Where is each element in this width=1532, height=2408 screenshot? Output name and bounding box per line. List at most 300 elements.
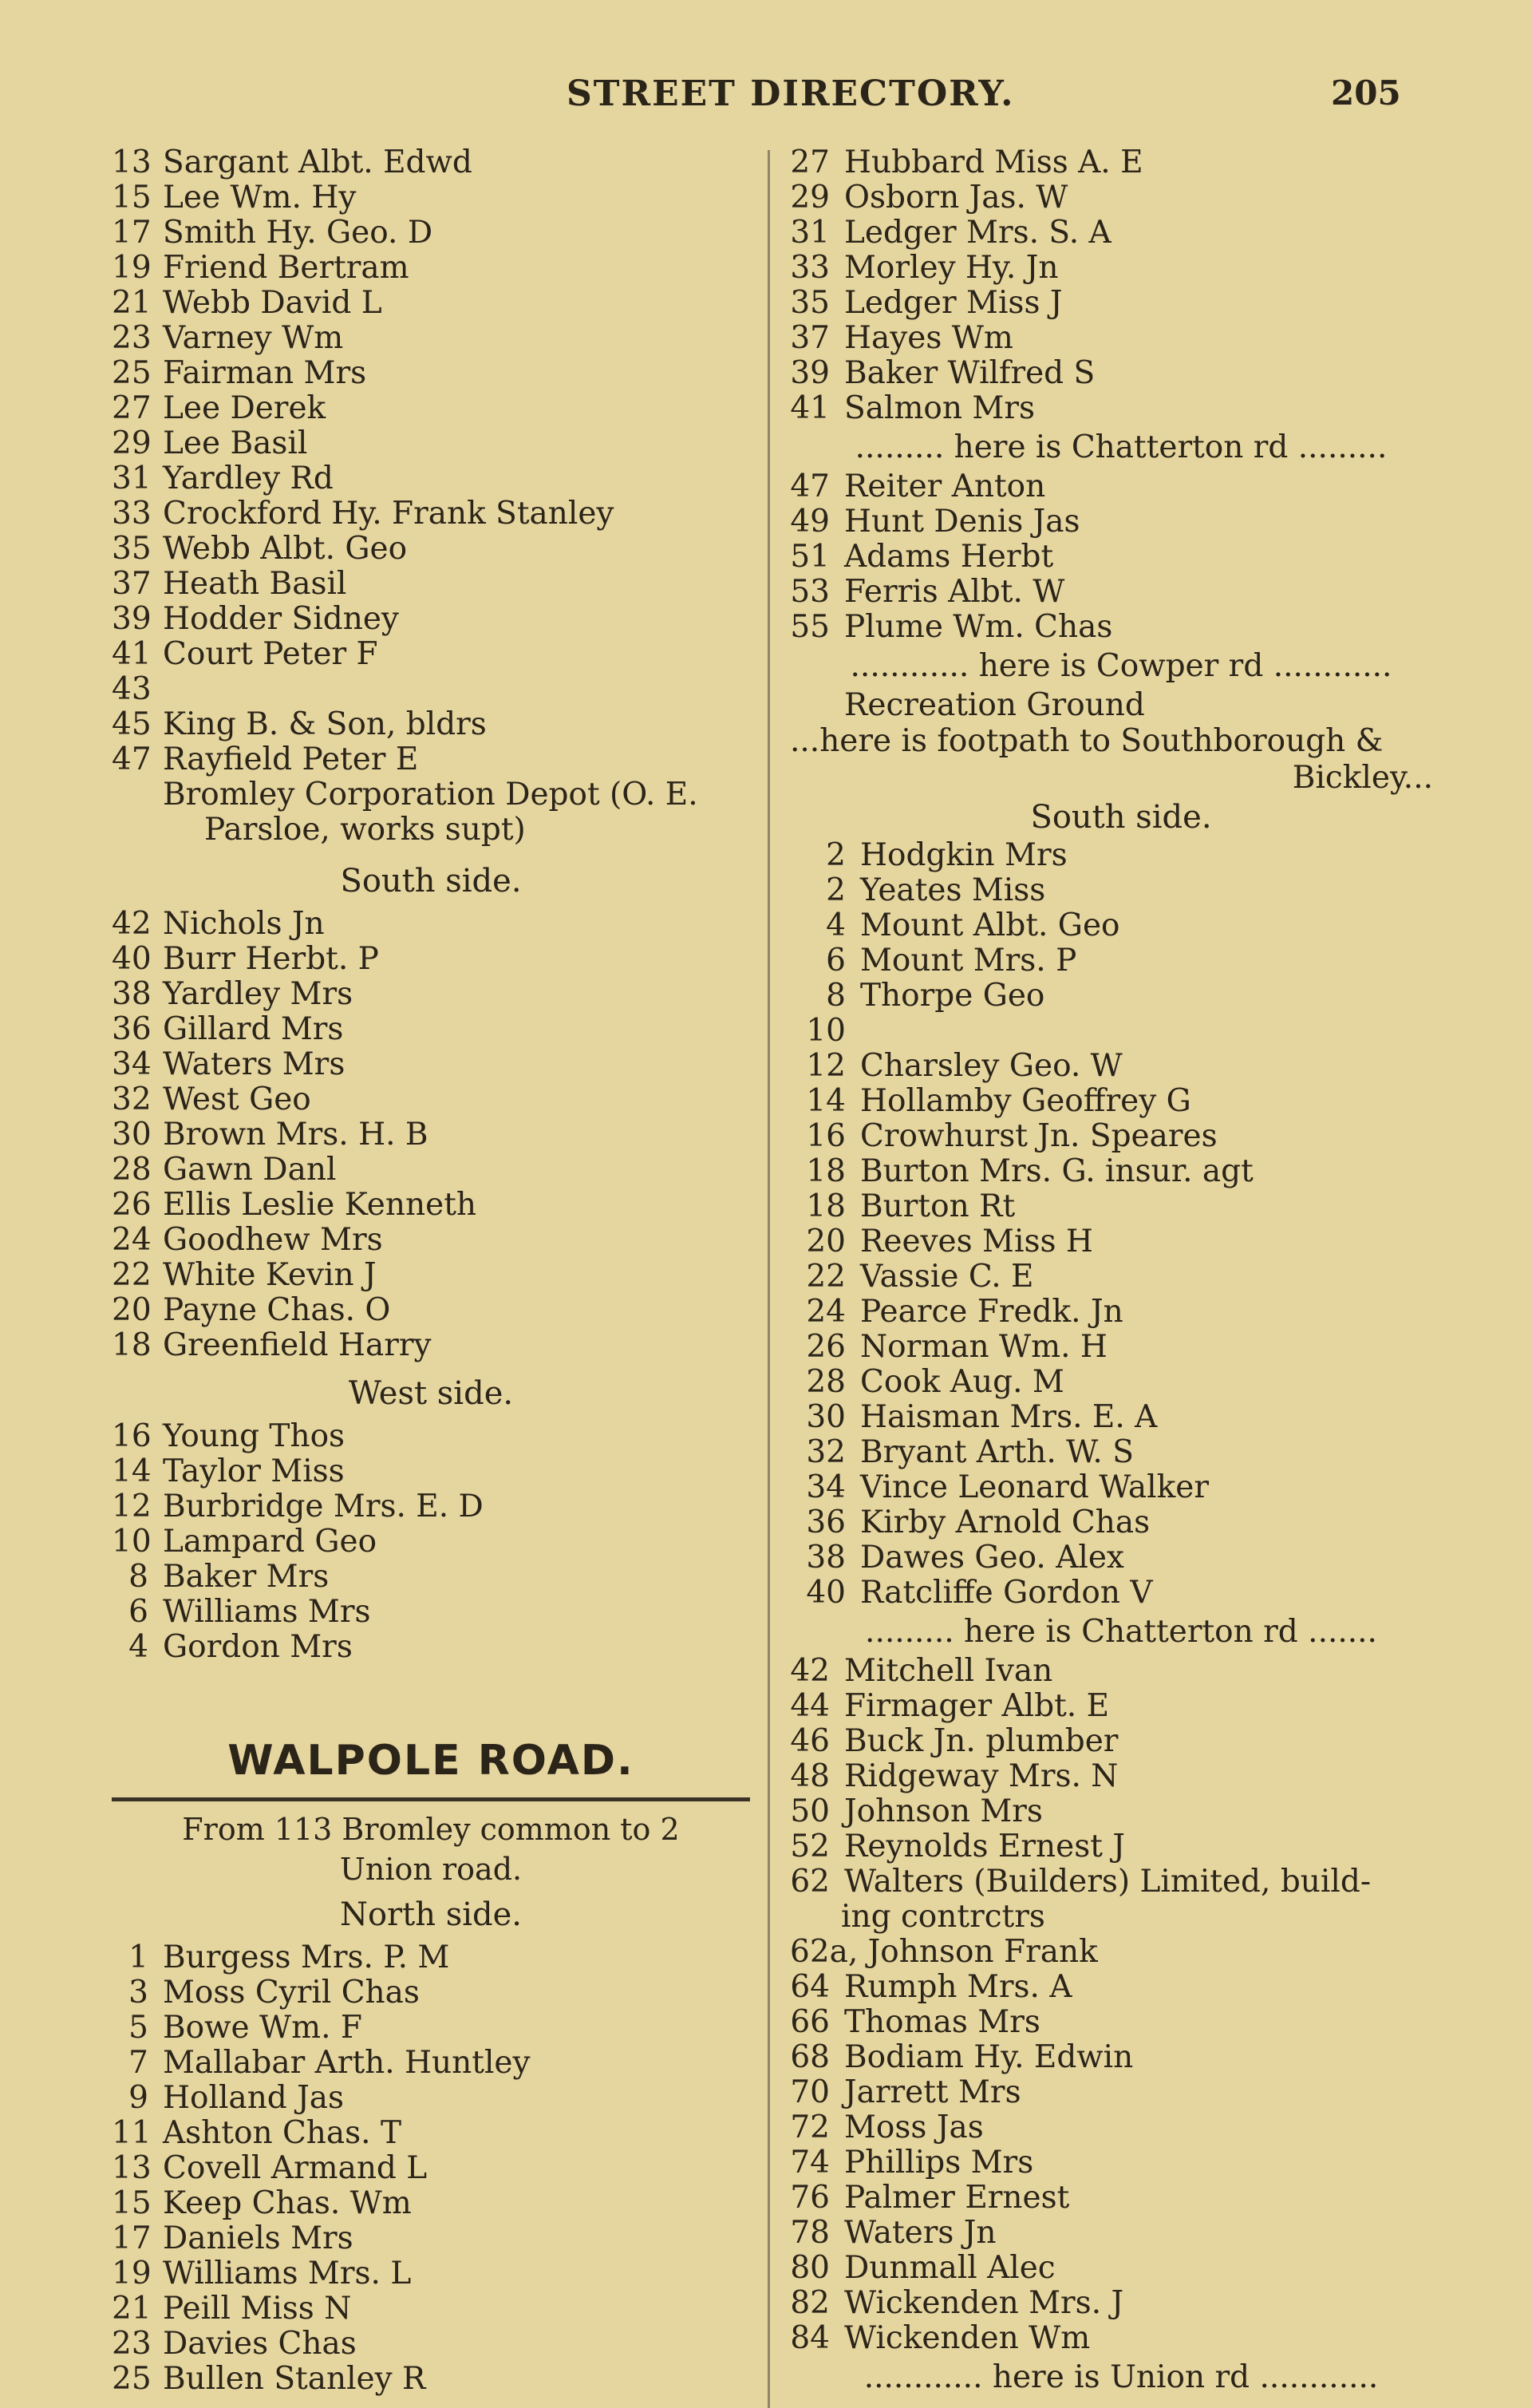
list-item bbox=[112, 2011, 750, 2046]
resident-name: Ledger Miss J bbox=[844, 285, 1063, 321]
street-description-line: Union road. bbox=[339, 1852, 523, 1887]
house-number: 23 bbox=[112, 320, 152, 356]
list-item bbox=[112, 496, 750, 532]
resident-name: Burton Mrs. G. insur. agt bbox=[860, 1153, 1254, 1189]
house-number: 4 bbox=[128, 1629, 148, 1665]
resident-name: Williams Mrs. L bbox=[163, 2256, 412, 2291]
house-number: 12 bbox=[806, 1048, 846, 1084]
resident-name: Webb Albt. Geo bbox=[163, 531, 408, 567]
list-item bbox=[790, 610, 1452, 645]
list-item bbox=[112, 1153, 750, 1188]
house-number: 24 bbox=[112, 1222, 152, 1258]
section-heading-west: West side. bbox=[348, 1375, 514, 1412]
resident-name: Firmager Albt. E bbox=[844, 1688, 1110, 1724]
house-number: 52 bbox=[790, 1829, 830, 1864]
resident-name: Johnson Mrs bbox=[844, 1793, 1043, 1829]
resident-name: Varney Wm bbox=[163, 320, 344, 356]
house-number: 43 bbox=[112, 671, 152, 707]
list-item bbox=[112, 2046, 750, 2081]
list-item bbox=[112, 1489, 750, 1524]
house-number: 26 bbox=[806, 1329, 846, 1365]
list-item bbox=[112, 1630, 750, 1665]
resident-name: Reeves Miss H bbox=[860, 1224, 1093, 1259]
resident-name: Bryant Arth. W. S bbox=[860, 1434, 1134, 1470]
list-item bbox=[790, 1540, 1452, 1576]
cross-street-notice: ......... here is Chatterton rd ....... bbox=[865, 1614, 1377, 1650]
resident-name: Cook Aug. M bbox=[860, 1364, 1064, 1400]
list-item bbox=[790, 1576, 1452, 1611]
house-number: 8 bbox=[128, 1559, 148, 1595]
resident-name: Davies Chas bbox=[163, 2326, 357, 2362]
street-description bbox=[112, 1809, 750, 1889]
list-item bbox=[112, 426, 750, 461]
resident-name: Sargant Albt. Edwd bbox=[163, 144, 472, 180]
house-number: 23 bbox=[112, 2326, 152, 2362]
list-item bbox=[790, 1400, 1452, 1435]
list-item bbox=[790, 1084, 1452, 1119]
list-item bbox=[790, 1014, 1452, 1049]
list-item bbox=[790, 286, 1452, 321]
resident-name: Reynolds Ernest J bbox=[844, 1829, 1125, 1864]
list-item bbox=[790, 908, 1452, 943]
list-item bbox=[790, 391, 1452, 426]
resident-name: Vassie C. E bbox=[860, 1259, 1034, 1295]
house-number: 48 bbox=[790, 1758, 830, 1794]
house-number: 41 bbox=[112, 636, 152, 672]
right-lower-list bbox=[790, 1654, 1452, 1900]
list-item bbox=[790, 2181, 1452, 2216]
house-number: 9 bbox=[128, 2080, 148, 2116]
list-item bbox=[112, 2151, 750, 2186]
list-item bbox=[790, 251, 1452, 286]
house-number: 11 bbox=[112, 2115, 152, 2151]
resident-name: Ashton Chas. T bbox=[163, 2115, 401, 2151]
resident-name: Keep Chas. Wm bbox=[163, 2185, 412, 2221]
list-item bbox=[112, 1223, 750, 1258]
house-number: 35 bbox=[790, 285, 830, 321]
resident-name: Taylor Miss bbox=[163, 1453, 345, 1489]
resident-name: Haisman Mrs. E. A bbox=[860, 1399, 1158, 1435]
house-number: 45 bbox=[112, 706, 152, 742]
house-number: 13 bbox=[112, 2150, 152, 2186]
house-number: 18 bbox=[806, 1153, 846, 1189]
house-number: 46 bbox=[790, 1723, 830, 1759]
house-number: 33 bbox=[112, 496, 152, 532]
house-number: 30 bbox=[112, 1117, 152, 1153]
left-south-list bbox=[112, 907, 750, 1363]
resident-name: Williams Mrs bbox=[163, 1594, 371, 1630]
resident-name: Lampard Geo bbox=[163, 1524, 377, 1560]
list-item bbox=[112, 2081, 750, 2116]
resident-name: Buck Jn. plumber bbox=[844, 1723, 1119, 1759]
house-number: 3 bbox=[128, 1975, 148, 2011]
resident-name: Jarrett Mrs bbox=[844, 2074, 1021, 2110]
house-number: 10 bbox=[806, 1013, 846, 1049]
resident-name: Palmer Ernest bbox=[844, 2180, 1070, 2216]
resident-name: Plume Wm. Chas bbox=[844, 609, 1113, 645]
resident-name: Hayes Wm bbox=[844, 320, 1013, 356]
resident-name: Wickenden Mrs. J bbox=[844, 2285, 1124, 2321]
list-item bbox=[790, 145, 1452, 180]
resident-name: Kirby Arnold Chas bbox=[860, 1505, 1151, 1540]
resident-name: Baker Mrs bbox=[163, 1559, 330, 1595]
house-number: 37 bbox=[112, 566, 152, 602]
list-item bbox=[112, 251, 750, 286]
house-number: 6 bbox=[826, 943, 846, 979]
house-number: 10 bbox=[112, 1524, 152, 1560]
resident-name: West Geo bbox=[163, 1081, 311, 1117]
resident-name: Dawes Geo. Alex bbox=[860, 1540, 1124, 1576]
list-item bbox=[112, 532, 750, 567]
resident-name: Rayfield Peter E bbox=[163, 741, 419, 777]
resident-name: Hunt Denis Jas bbox=[844, 504, 1080, 540]
list-item bbox=[790, 2075, 1452, 2110]
house-number: 28 bbox=[806, 1364, 846, 1400]
depot-entry: Bromley Corporation Depot (O. E. bbox=[163, 777, 698, 813]
resident-name: Burton Rt bbox=[860, 1188, 1016, 1224]
resident-name: Waters Mrs bbox=[163, 1046, 345, 1082]
house-number: 17 bbox=[112, 2220, 152, 2256]
recreation-ground bbox=[790, 688, 1452, 723]
house-number: 27 bbox=[790, 144, 830, 180]
list-item bbox=[112, 1012, 750, 1047]
resident-name: Fairman Mrs bbox=[163, 355, 367, 391]
house-number: 13 bbox=[112, 144, 152, 180]
list-item bbox=[112, 742, 750, 777]
resident-name: Moss Jas bbox=[844, 2109, 984, 2145]
list-item bbox=[112, 1047, 750, 1082]
house-number: 35 bbox=[112, 531, 152, 567]
house-number: 82 bbox=[790, 2285, 830, 2321]
house-number: 19 bbox=[112, 250, 152, 286]
list-item bbox=[112, 1328, 750, 1363]
resident-name: Moss Cyril Chas bbox=[163, 1975, 420, 2011]
house-number: 22 bbox=[112, 1257, 152, 1293]
resident-name: Gillard Mrs bbox=[163, 1011, 344, 1047]
house-number: 1 bbox=[128, 1939, 148, 1975]
house-number: 29 bbox=[790, 180, 830, 215]
resident-name: Yardley Mrs bbox=[163, 976, 353, 1012]
list-item bbox=[790, 943, 1452, 979]
entry-name: 62a, Johnson Frank bbox=[790, 1934, 1098, 1970]
house-number: 72 bbox=[790, 2109, 830, 2145]
house-number: 36 bbox=[806, 1505, 846, 1540]
list-item bbox=[790, 504, 1452, 540]
depot-entry-continued: Parsloe, works supt) bbox=[204, 812, 526, 848]
resident-name: Ferris Albt. W bbox=[844, 574, 1065, 610]
resident-name: Hubbard Miss A. E bbox=[844, 144, 1143, 180]
house-number: 20 bbox=[112, 1292, 152, 1328]
resident-name: Thorpe Geo bbox=[860, 978, 1045, 1014]
house-number: 42 bbox=[112, 906, 152, 942]
list-item bbox=[790, 356, 1452, 391]
list-item bbox=[790, 575, 1452, 610]
resident-name: Payne Chas. O bbox=[163, 1292, 391, 1328]
list-item bbox=[112, 602, 750, 637]
resident-name: Ratcliffe Gordon V bbox=[860, 1575, 1153, 1611]
list-item bbox=[112, 1524, 750, 1560]
resident-name: Reiter Anton bbox=[844, 469, 1046, 504]
house-number: 39 bbox=[112, 601, 152, 637]
list-item bbox=[790, 1189, 1452, 1224]
resident-name: Court Peter F bbox=[163, 636, 378, 672]
resident-name: Gawn Danl bbox=[163, 1152, 337, 1188]
house-number: 26 bbox=[112, 1187, 152, 1223]
list-item bbox=[790, 838, 1452, 873]
house-number: 78 bbox=[790, 2215, 830, 2251]
list-item bbox=[112, 1975, 750, 2011]
section-heading-south: South side. bbox=[1030, 799, 1212, 836]
resident-name: Nichols Jn bbox=[163, 906, 325, 942]
list-item bbox=[790, 2005, 1452, 2040]
house-number: 29 bbox=[112, 425, 152, 461]
house-number: 53 bbox=[790, 574, 830, 610]
house-number: 7 bbox=[128, 2045, 148, 2081]
resident-name: Osborn Jas. W bbox=[844, 180, 1068, 215]
list-item bbox=[790, 2110, 1452, 2145]
list-item bbox=[112, 145, 750, 180]
list-item bbox=[790, 469, 1452, 504]
resident-name: Young Thos bbox=[163, 1418, 345, 1454]
cross-street-notice: ......... here is Chatterton rd ......... bbox=[855, 429, 1388, 465]
left-column bbox=[112, 145, 750, 2397]
resident-name: Charsley Geo. W bbox=[860, 1048, 1123, 1084]
resident-name: Webb David L bbox=[163, 285, 382, 321]
resident-name: Baker Wilfred S bbox=[844, 355, 1096, 391]
list-item bbox=[790, 1724, 1452, 1759]
street-rule bbox=[112, 1797, 750, 1801]
resident-name: Wickenden Wm bbox=[844, 2320, 1091, 2356]
left-west-list bbox=[112, 1419, 750, 1665]
list-item bbox=[790, 2321, 1452, 2356]
house-number: 68 bbox=[790, 2039, 830, 2075]
list-item bbox=[112, 977, 750, 1012]
cross-street-notice: ............ here is Union rd ............ bbox=[863, 2359, 1379, 2395]
list-item bbox=[112, 672, 750, 707]
resident-name: Brown Mrs. H. B bbox=[163, 1117, 428, 1153]
list-item bbox=[112, 707, 750, 742]
resident-name: Ledger Mrs. S. A bbox=[844, 215, 1111, 251]
house-number: 6 bbox=[128, 1594, 148, 1630]
house-number: 17 bbox=[112, 215, 152, 251]
house-number: 40 bbox=[112, 941, 152, 977]
house-number: 51 bbox=[790, 539, 830, 575]
walters-continued: ing contrctrs bbox=[841, 1899, 1045, 1935]
list-item bbox=[790, 1259, 1452, 1295]
house-number: 38 bbox=[806, 1540, 846, 1576]
resident-name: Phillips Mrs bbox=[844, 2145, 1034, 2181]
list-item bbox=[790, 321, 1452, 356]
resident-name: Bowe Wm. F bbox=[163, 2010, 362, 2046]
resident-name: Lee Basil bbox=[163, 425, 308, 461]
list-item bbox=[112, 567, 750, 602]
page-title: STREET DIRECTORY. bbox=[567, 73, 1015, 114]
house-number: 19 bbox=[112, 2256, 152, 2291]
resident-name: Walters (Builders) Limited, build- bbox=[844, 1864, 1371, 1900]
house-number: 74 bbox=[790, 2145, 830, 2181]
footpath-notice-continued: Bickley... bbox=[1292, 760, 1433, 796]
resident-name: Burr Herbt. P bbox=[163, 941, 379, 977]
list-item bbox=[112, 1454, 750, 1489]
right-column bbox=[790, 145, 1452, 2399]
resident-name: Burgess Mrs. P. M bbox=[163, 1939, 450, 1975]
section-heading-north: North side. bbox=[339, 1896, 523, 1933]
list-item bbox=[790, 1224, 1452, 1259]
resident-name: Bodiam Hy. Edwin bbox=[844, 2039, 1134, 2075]
list-item bbox=[790, 2286, 1452, 2321]
right-mid-list bbox=[790, 469, 1452, 645]
resident-name: Adams Herbt bbox=[844, 539, 1054, 575]
house-number: 47 bbox=[112, 741, 152, 777]
house-number: 16 bbox=[112, 1418, 152, 1454]
list-item bbox=[112, 907, 750, 942]
resident-name: Friend Bertram bbox=[163, 250, 409, 286]
resident-name: Hodder Sidney bbox=[163, 601, 399, 637]
list-item bbox=[112, 180, 750, 215]
list-item bbox=[112, 637, 750, 672]
house-number: 20 bbox=[806, 1224, 846, 1259]
house-number: 70 bbox=[790, 2074, 830, 2110]
street-description-line: From 113 Bromley common to 2 bbox=[182, 1812, 680, 1847]
house-number: 37 bbox=[790, 320, 830, 356]
resident-name: Salmon Mrs bbox=[844, 390, 1036, 426]
list-item bbox=[112, 2362, 750, 2397]
list-item bbox=[112, 286, 750, 321]
resident-name: Yardley Rd bbox=[163, 461, 334, 496]
resident-name: Smith Hy. Geo. D bbox=[163, 215, 433, 251]
list-item bbox=[790, 1759, 1452, 1794]
list-item bbox=[790, 1330, 1452, 1365]
house-number: 84 bbox=[790, 2320, 830, 2356]
list-item bbox=[790, 1689, 1452, 1724]
resident-name: Mount Mrs. P bbox=[860, 943, 1077, 979]
house-number: 34 bbox=[806, 1469, 846, 1505]
list-item bbox=[112, 2116, 750, 2151]
list-item bbox=[790, 1970, 1452, 2005]
list-item bbox=[790, 2040, 1452, 2075]
list-item bbox=[112, 1419, 750, 1454]
list-item bbox=[790, 979, 1452, 1014]
footpath-notice: ...here is footpath to Southborough & bbox=[790, 723, 1384, 759]
resident-name: Dunmall Alec bbox=[844, 2250, 1056, 2286]
list-item bbox=[790, 1794, 1452, 1829]
list-item bbox=[790, 180, 1452, 215]
house-number: 38 bbox=[112, 976, 152, 1012]
resident-name: Covell Armand L bbox=[163, 2150, 428, 2186]
list-item bbox=[790, 1365, 1452, 1400]
entry-62a bbox=[790, 1935, 1452, 1970]
list-item bbox=[112, 1082, 750, 1117]
resident-name: Crowhurst Jn. Speares bbox=[860, 1118, 1218, 1154]
list-item bbox=[112, 2291, 750, 2327]
list-item bbox=[790, 1295, 1452, 1330]
list-item bbox=[112, 942, 750, 977]
list-item bbox=[790, 1829, 1452, 1864]
resident-name: King B. & Son, bldrs bbox=[163, 706, 487, 742]
list-item bbox=[112, 1188, 750, 1223]
list-item bbox=[112, 1293, 750, 1328]
house-number: 31 bbox=[790, 215, 830, 251]
list-item bbox=[790, 1470, 1452, 1505]
street-heading: WALPOLE ROAD. bbox=[227, 1737, 634, 1785]
house-number: 44 bbox=[790, 1688, 830, 1724]
left-top-list bbox=[112, 145, 750, 777]
list-item bbox=[790, 215, 1452, 251]
list-item bbox=[790, 1049, 1452, 1084]
section-heading-south: South side. bbox=[340, 863, 522, 900]
resident-name: Mount Albt. Geo bbox=[860, 907, 1120, 943]
list-item bbox=[112, 2327, 750, 2362]
house-number: 14 bbox=[806, 1083, 846, 1119]
list-item bbox=[112, 1258, 750, 1293]
house-number: 21 bbox=[112, 2291, 152, 2327]
list-item bbox=[112, 391, 750, 426]
resident-name: Ridgeway Mrs. N bbox=[844, 1758, 1119, 1794]
list-item bbox=[112, 2186, 750, 2221]
resident-name: Rumph Mrs. A bbox=[844, 1969, 1072, 2005]
house-number: 18 bbox=[806, 1188, 846, 1224]
list-item bbox=[112, 1940, 750, 1975]
recreation-ground-label: Recreation Ground bbox=[844, 687, 1145, 723]
resident-name: Morley Hy. Jn bbox=[844, 250, 1059, 286]
house-number: 42 bbox=[790, 1653, 830, 1689]
resident-name: Holland Jas bbox=[163, 2080, 345, 2116]
list-item bbox=[112, 461, 750, 496]
resident-name: Crockford Hy. Frank Stanley bbox=[163, 496, 614, 532]
list-item bbox=[790, 2251, 1452, 2286]
resident-name: Greenfield Harry bbox=[163, 1327, 432, 1363]
right-south-list bbox=[790, 838, 1452, 1611]
list-item bbox=[790, 1505, 1452, 1540]
resident-name: Goodhew Mrs bbox=[163, 1222, 383, 1258]
right-final-list bbox=[790, 1970, 1452, 2356]
resident-name: White Kevin J bbox=[163, 1257, 377, 1293]
resident-name: Mitchell Ivan bbox=[844, 1653, 1053, 1689]
cross-street-notice: ............ here is Cowper rd ............ bbox=[850, 648, 1392, 684]
house-number: 2 bbox=[826, 837, 846, 873]
house-number: 40 bbox=[806, 1575, 846, 1611]
house-number: 22 bbox=[806, 1259, 846, 1295]
resident-name: Bullen Stanley R bbox=[163, 2361, 426, 2397]
resident-name: Ellis Leslie Kenneth bbox=[163, 1187, 476, 1223]
resident-name: Vince Leonard Walker bbox=[860, 1469, 1209, 1505]
house-number: 15 bbox=[112, 180, 152, 215]
list-item bbox=[112, 1117, 750, 1153]
house-number: 36 bbox=[112, 1011, 152, 1047]
resident-name: Hollamby Geoffrey G bbox=[860, 1083, 1191, 1119]
house-number: 12 bbox=[112, 1489, 152, 1524]
house-number: 66 bbox=[790, 2004, 830, 2040]
house-number: 27 bbox=[112, 390, 152, 426]
house-number: 62 bbox=[790, 1864, 830, 1900]
house-number: 34 bbox=[112, 1046, 152, 1082]
resident-name: Lee Derek bbox=[163, 390, 326, 426]
resident-name: Heath Basil bbox=[163, 566, 347, 602]
resident-name: Burbridge Mrs. E. D bbox=[163, 1489, 484, 1524]
list-item bbox=[790, 1435, 1452, 1470]
resident-name: Waters Jn bbox=[844, 2215, 997, 2251]
list-item bbox=[112, 321, 750, 356]
column-divider bbox=[768, 150, 770, 2408]
house-number: 64 bbox=[790, 1969, 830, 2005]
list-item bbox=[790, 2145, 1452, 2181]
house-number: 18 bbox=[112, 1327, 152, 1363]
resident-name: Daniels Mrs bbox=[163, 2220, 353, 2256]
resident-name: Norman Wm. H bbox=[860, 1329, 1108, 1365]
house-number: 31 bbox=[112, 461, 152, 496]
house-number: 30 bbox=[806, 1399, 846, 1435]
house-number: 14 bbox=[112, 1453, 152, 1489]
